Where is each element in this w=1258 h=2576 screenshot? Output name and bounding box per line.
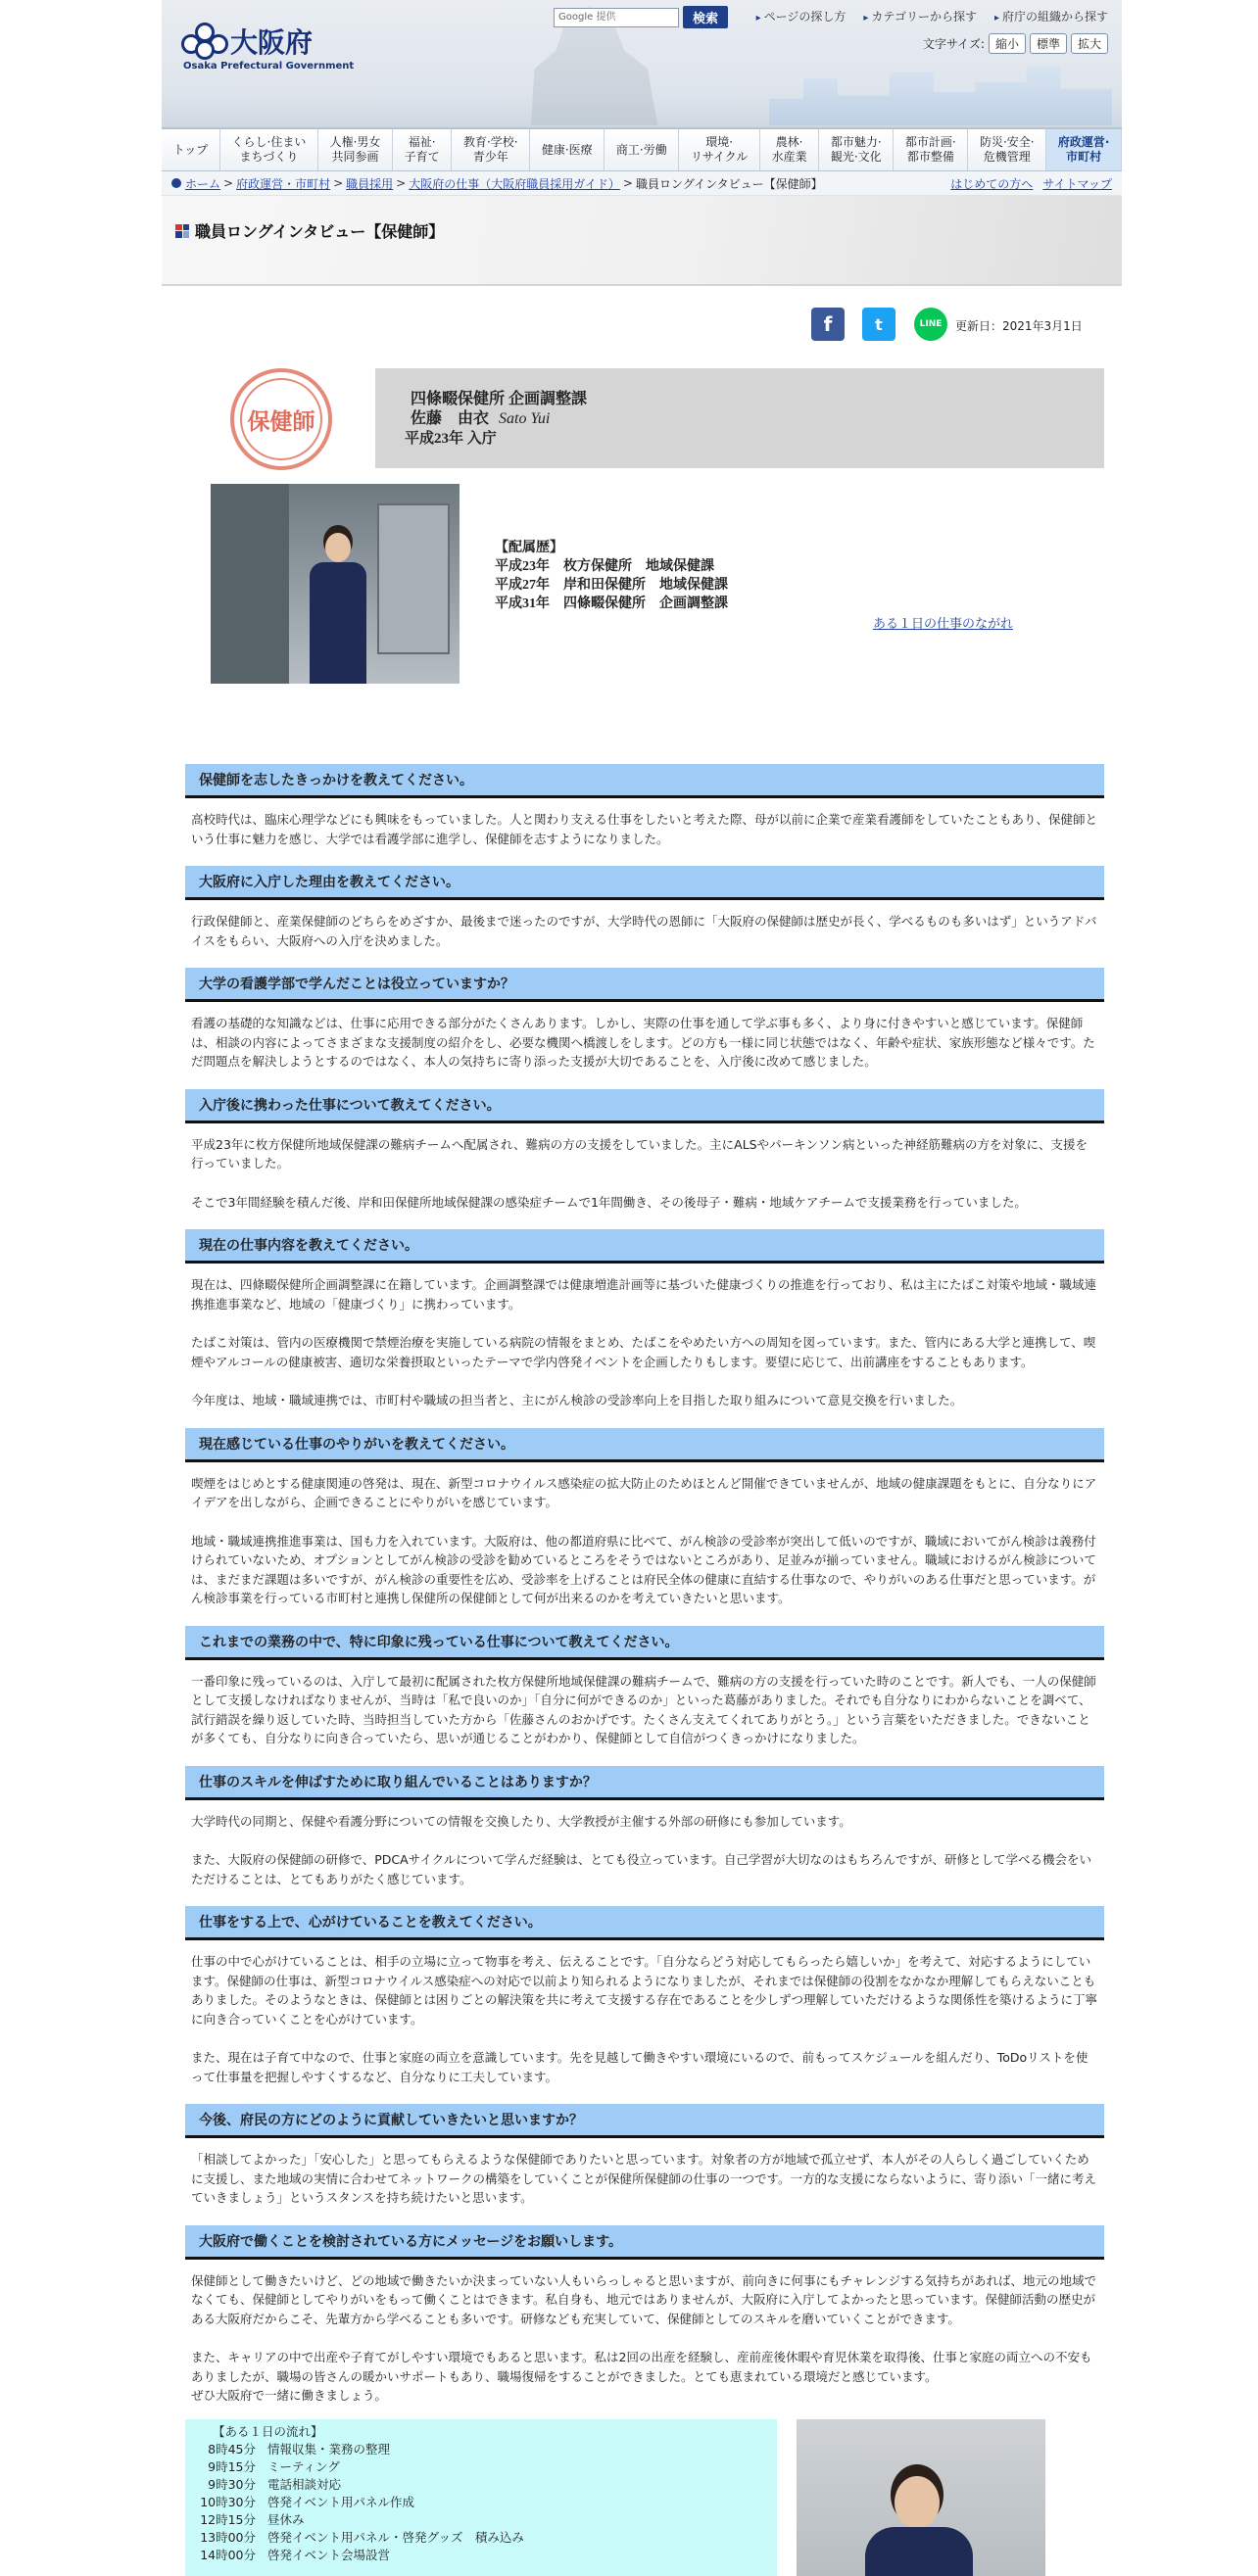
nav-item-12[interactable]: 府政運営· 市町村 xyxy=(1046,129,1122,170)
schedule-time: 9時30分 xyxy=(208,2476,256,2492)
schedule-time: 13時00分 xyxy=(200,2529,256,2545)
history-title: 【配属歴】 xyxy=(495,541,563,555)
answer-paragraph: 看護の基礎的な知識などは、仕事に応用できる部分がたくさんあります。しかし、実際の仕事を通して学ぶ事も多く、より身に付きやすいと感じています。保健師は、相談の内容によってさまざまな支援制度の紹介をし、必要な機関へ橋渡しをします。どの方も一様に同じ状態ではなく、年齢や症状、家族形態など様々です。ただ問題点を解決しようとするのではなく、本人の気持ちに寄り添った支援が大切であることを、入庁後に改めて感じました。 xyxy=(191,1016,1095,1069)
answer-paragraph: 仕事の中で心がけていることは、相手の立場に立って物事を考え、伝えることです。「自分ならどう対応してもらったら嬉しいか」を考えて、対応するようにしています。保健師の仕事は、新型コロナウイルス感染症への対応で以前より知られるようになりましたが、それまでは保健師の役割をなかなか理解してもらえないこともありました。そのようなときは、保健師とは困りごとの解決策を共に考えて支援する存在であることを少しずつ理解していただけるような関係性を築けるように丁寧に向き合っていくことを心がけています。 xyxy=(191,1954,1098,2027)
question-heading: 現在感じている仕事のやりがいを教えてください。 xyxy=(185,1428,1104,1462)
schedule-time: 10時30分 xyxy=(200,2494,256,2509)
nav-item-8[interactable]: 農林· 水産業 xyxy=(760,129,819,170)
page xyxy=(162,0,1122,2576)
profile-department: 四條畷保健所 企画調整課 xyxy=(411,391,588,407)
schedule-row xyxy=(199,2547,763,2564)
schedule-row xyxy=(199,2441,763,2458)
question-heading: 入庁後に携わった仕事について教えてください。 xyxy=(185,1089,1104,1123)
answer-block xyxy=(185,1462,1104,1616)
utility-links xyxy=(950,175,1122,192)
profile-name-line xyxy=(411,405,550,428)
question-heading: 今後、府民の方にどのように貢献していきたいと思いますか？ xyxy=(185,2104,1104,2138)
job-badge-label: 保健師 xyxy=(240,378,322,460)
nav-item-1[interactable]: くらし·住まい まちづくり xyxy=(220,129,318,170)
schedule-row xyxy=(199,2529,763,2547)
answer-paragraph: 保健師として働きたいけど、どの地域で働きたいか決まっていない人もいらっしゃると思いますが、前向きに何事にもチャレンジする気持ちがあれば、地元の地域でなくても、保健師としてやりがいをもって働くことはできます。私自身も、地元ではありませんが、大阪府に入庁してよかったと思っています。保健師活動の歴史がある大阪府だからこそ、先輩方から学べることも多いです。研修なども充実していて、保健師としてのスキルを磨いていくことができます。 xyxy=(191,2272,1097,2326)
title-bullet-icon xyxy=(175,224,189,238)
answer-paragraph: 高校時代は、臨床心理学などにも興味をもっていました。人と関わり支える仕事をしたいと考えた際、母が以前に企業で産業看護師をしていたこともあり、保健師という仕事に魅力を感じ、大学では看護学部に進学し、保健師を志すようになりました。 xyxy=(191,812,1098,846)
breadcrumb-home[interactable]: ホーム xyxy=(185,176,221,191)
font-size-smaller-button[interactable]: 縮小 xyxy=(989,33,1026,54)
breadcrumb-current: 職員ロングインタビュー【保健師】 xyxy=(635,176,823,191)
profile-name: 佐藤 由衣 xyxy=(411,410,490,427)
answer-paragraph: 一番印象に残っているのは、入庁して最初に配属された枚方保健所地域保健課の難病チームで、難病の方の支援を行っていた時のことです。新人でも、一人の保健師として支援しなければなりませんが、当時は「私で良いのか」「自分に何ができるのか」といった葛藤がありました。それでも自分なりにわからないことを調べて、試行錯誤を繰り返していた時、当時担当していた方から「佐藤さんのおかげです。たくさん支えてくれてありがとう。」という言葉をいただきました。できないことが多くても、自分なりに向き合っていたら、思いが通じることがわかり、保健師として自信がつくきっかけになりました。 xyxy=(191,1673,1096,1745)
page-title xyxy=(175,219,444,242)
answer-paragraph: 喫煙をはじめとする健康関連の啓発は、現在、新型コロナウイルス感染症の拡大防止のためほとんど開催できていませんが、地域の健康課題をもとに、自分なりにアイデアを出しながら、企画できることにやりがいを感じています。 xyxy=(191,1475,1097,1509)
interview-qa xyxy=(185,764,1104,2413)
site-title: 大阪府 xyxy=(230,26,314,59)
schedule-box xyxy=(185,2419,777,2576)
schedule-row xyxy=(199,2458,763,2476)
profile-section xyxy=(162,362,1122,754)
answer-paragraph: 行政保健師と、産業保健師のどちらをめざすか、最後まで迷ったのですが、大学時代の恩師に「大阪府の保健師は歴史が長く、学べるものも多いはず」というアドバイスをもらい、大阪府への入庁を決めました。 xyxy=(191,914,1097,948)
answer-paragraph: 「相談してよかった」「安心した」と思ってもらえるような保健師でありたいと思っています。対象者の方が地域で孤立せず、本人がその人らしく過ごしていくために支援し、また地域の実情に合わせてネットワークの構築をしていくことが保健所保健師の仕事の一つです。一方的な支援にならないように、寄り添い「一緒に考えていきましょう」というスタンスを持ち続けたいと思います。 xyxy=(191,2152,1097,2205)
site-logo[interactable] xyxy=(181,22,313,61)
schedule-time: 9時15分 xyxy=(208,2458,256,2474)
search-input[interactable]: Google 提供 xyxy=(554,8,679,27)
answer-paragraph: また、現在は子育て中なので、仕事と家庭の両立を意識しています。先を見越して働きやすい環境にいるので、前もってスケジュールを組んだり、ToDoリストを使って仕事量を把握しやすくするなど、自分なりに工夫しています。 xyxy=(191,2050,1089,2084)
home-icon xyxy=(171,178,181,188)
search-button[interactable]: 検索 xyxy=(683,6,728,28)
schedule-task: 啓発イベント用パネル・啓発グッズ 積み込み xyxy=(267,2529,524,2545)
schedule-task: 情報収集・業務の整理 xyxy=(267,2441,391,2457)
answer-block xyxy=(185,798,1104,856)
answer-block xyxy=(185,1264,1104,1418)
history-item: 平成23年 枚方保健所 地域保健課 xyxy=(495,559,714,574)
question-heading: 仕事のスキルを伸ばすために取り組んでいることはありますか？ xyxy=(185,1766,1104,1800)
question-heading: 現在の仕事内容を教えてください。 xyxy=(185,1229,1104,1264)
question-heading: 仕事をする上で、心がけていることを教えてください。 xyxy=(185,1906,1104,1940)
profile-photo xyxy=(211,484,460,684)
twitter-icon: t xyxy=(875,314,883,334)
schedule-photo xyxy=(797,2419,1045,2576)
schedule-time: 8時45分 xyxy=(208,2441,256,2457)
answer-block xyxy=(185,1940,1104,2094)
history-item: 平成31年 四條畷保健所 企画調整課 xyxy=(495,596,728,611)
answer-block xyxy=(185,2260,1104,2413)
breadcrumb-recruit[interactable]: 職員採用 xyxy=(346,176,394,191)
answer-paragraph: 平成23年に枚方保健所地域保健課の難病チームへ配属され、難病の方の支援をしていました。主にALSやパーキンソン病といった神経筋難病の方を対象に、支援を行っていました。 xyxy=(191,1136,1088,1170)
font-size-control xyxy=(923,33,1108,54)
line-share-button[interactable] xyxy=(914,308,947,341)
nav-item-0[interactable]: トップ xyxy=(162,129,220,170)
nav-item-5[interactable]: 健康·医療 xyxy=(530,129,605,170)
schedule-row xyxy=(199,2476,763,2494)
schedule-task: 啓発イベント用パネル作成 xyxy=(267,2494,415,2509)
line-icon: LINE xyxy=(919,319,943,329)
answer-paragraph: 現在は、四條畷保健所企画調整課に在籍しています。企画調整課では健康増進計画等に基づいた健康づくりの推進を行っており、私は主にたばこ対策や地域・職域連携推進事業など、地域の「健康づくり」に携わっています。 xyxy=(191,1277,1097,1312)
twitter-share-button[interactable] xyxy=(862,308,895,341)
answer-block xyxy=(185,1002,1104,1079)
facebook-share-button[interactable] xyxy=(811,308,845,341)
link-sitemap[interactable]: サイトマップ xyxy=(1042,176,1112,191)
nav-item-2[interactable]: 人権·男女 共同参画 xyxy=(318,129,393,170)
font-size-larger-button[interactable]: 拡大 xyxy=(1071,33,1108,54)
schedule-task: 啓発イベント会場設営 xyxy=(267,2547,391,2562)
answer-block xyxy=(185,1800,1104,1897)
schedule-row xyxy=(199,2511,763,2529)
question-heading: 大阪府に入庁した理由を教えてください。 xyxy=(185,866,1104,900)
skyline-illustration xyxy=(769,59,1112,125)
history-item: 平成27年 岸和田保健所 地域保健課 xyxy=(495,578,728,593)
schedule-time: 12時15分 xyxy=(200,2511,256,2527)
answer-paragraph: 地域・職域連携推進事業は、国も力を入れています。大阪府は、他の都道府県に比べて、がん検診の受診率が突出して低いのですが、職域においてがん検診は義務付けられていないため、オプションとしてがん検診の受診を勧めているところをそうではないところがあり、足並みが揃っていません。職域におけるがん検診については、まだまだ課題は多いですが、がん検診の重要性を広め、受診率を上げることは府民全体の健康に直結する仕事なので、やりがいのある仕事だと思っています。がん検診事業を行っている市町村と連携し保健所の保健師として何が出来るのかを考えていきたいと思います。 xyxy=(191,1533,1096,1605)
answer-paragraph: また、キャリアの中で出産や子育てがしやすい環境でもあると思います。私は2回の出産を経験し、産前産後休暇や育児休業を取得後、仕事と家庭の両立への不安もありましたが、職場の皆さんの暖かいサポートもあり、職場復帰をすることができました。とても恵まれている環境だと感じています。 ぜひ大阪府で一緒に働きましょう。 xyxy=(191,2350,1092,2403)
breadcrumb-gov[interactable]: 府政運営・市町村 xyxy=(236,176,331,191)
font-size-label: 文字サイズ: xyxy=(922,37,985,51)
breadcrumb-guide[interactable]: 大阪府の仕事（大阪府職員採用ガイド） xyxy=(409,176,620,191)
nav-item-6[interactable]: 商工·労働 xyxy=(605,129,679,170)
profile-name-roman: Sato Yui xyxy=(499,410,551,427)
nav-item-11[interactable]: 防災·安全· 危機管理 xyxy=(968,129,1046,170)
facebook-icon: f xyxy=(823,312,833,336)
question-heading: 大学の看護学部で学んだことは役立っていますか？ xyxy=(185,968,1104,1002)
site-header xyxy=(162,0,1122,128)
answer-block xyxy=(185,900,1104,958)
profile-namebox xyxy=(375,368,1104,468)
schedule-row xyxy=(199,2494,763,2511)
answer-paragraph: また、大阪府の保健師の研修で、PDCAサイクルについて学んだ経験は、とても役立っています。自己学習が大切なのはもちろんですが、研修として学べる機会をいただけることは、とてもありがたく感じています。 xyxy=(191,1852,1091,1886)
nav-item-9[interactable]: 都市魅力· 観光·文化 xyxy=(819,129,894,170)
answer-paragraph: 大学時代の同期と、保健や看護分野についての情報を交換したり、大学教授が主催する外部の研修にも参加しています。 xyxy=(191,1813,851,1829)
osaka-emblem-icon xyxy=(181,23,226,60)
question-heading: 大阪府で働くことを検討されている方にメッセージをお願いします。 xyxy=(185,2225,1104,2260)
nav-item-10[interactable]: 都市計画· 都市整備 xyxy=(894,129,968,170)
day-flow-link[interactable]: ある１日の仕事のながれ xyxy=(873,617,1014,632)
nav-item-4[interactable]: 教育·学校· 青少年 xyxy=(452,129,530,170)
link-category[interactable]: ▸ カテゴリーから探す xyxy=(863,8,977,24)
font-size-standard-button[interactable]: 標準 xyxy=(1030,33,1067,54)
site-search xyxy=(554,6,728,28)
schedule-time: 14時00分 xyxy=(200,2547,256,2562)
schedule-title: 【ある１日の流れ】 xyxy=(213,2423,323,2439)
page-title-text: 職員ロングインタビュー【保健師】 xyxy=(195,222,445,241)
nav-item-7[interactable]: 環境· リサイクル xyxy=(679,129,760,170)
daily-schedule xyxy=(185,2419,1122,2576)
answer-block xyxy=(185,1123,1104,1220)
link-beginners[interactable]: はじめての方へ xyxy=(950,176,1034,191)
answer-block xyxy=(185,2138,1104,2216)
share-bar xyxy=(162,286,1122,362)
site-subtitle: Osaka Prefectural Government xyxy=(183,61,355,72)
link-organization[interactable]: ▸ 府庁の組織から探す xyxy=(994,8,1108,24)
schedule-task: ミーティング xyxy=(267,2458,340,2474)
schedule-task: 昼休み xyxy=(267,2511,305,2527)
assignment-history xyxy=(495,539,728,613)
question-heading: 保健師を志したきっかけを教えてください。 xyxy=(185,764,1104,798)
answer-paragraph: そこで3年間経験を積んだ後、岸和田保健所地域保健課の感染症チームで1年間働き、その後母子・難病・地域ケアチームで支援業務を行っていました。 xyxy=(191,1194,1027,1210)
global-nav xyxy=(162,128,1122,171)
question-heading: これまでの業務の中で、特に印象に残っている仕事について教えてください。 xyxy=(185,1626,1104,1660)
page-title-bar xyxy=(162,196,1122,286)
nav-item-3[interactable]: 福祉· 子育て xyxy=(393,129,452,170)
job-badge xyxy=(230,368,332,470)
schedule-task: 電話相談対応 xyxy=(267,2476,342,2492)
updated-date: 更新日：2021年3月1日 xyxy=(955,319,1083,333)
top-links xyxy=(756,8,1108,24)
link-how-to-find[interactable]: ▸ ページの探し方 xyxy=(756,8,847,24)
breadcrumb: ホーム > 府政運営・市町村 > 職員採用 > 大阪府の仕事（大阪府職員採用ガイド） > 職員ロングインタビュー【保健師】 はじめての方へ サイトマップ xyxy=(162,171,1122,196)
answer-paragraph: 今年度は、地域・職域連携では、市町村や職域の担当者と、主にがん検診の受診率向上を目指した取り組みについて意見交換を行いました。 xyxy=(191,1393,963,1407)
profile-joined: 平成23年 入庁 xyxy=(405,431,497,447)
answer-block xyxy=(185,1660,1104,1756)
answer-paragraph: たばこ対策は、管内の医療機関で禁煙治療を実施している病院の情報をまとめ、たばこをやめたい方への周知を図っています。また、管内にある大学と連携して、喫煙やアルコールの健康被害、適切な栄養摂取といったテーマで学内啓発イベントを企画したりもします。要望に応じて、出前講座をすることもあります。 xyxy=(191,1335,1096,1369)
